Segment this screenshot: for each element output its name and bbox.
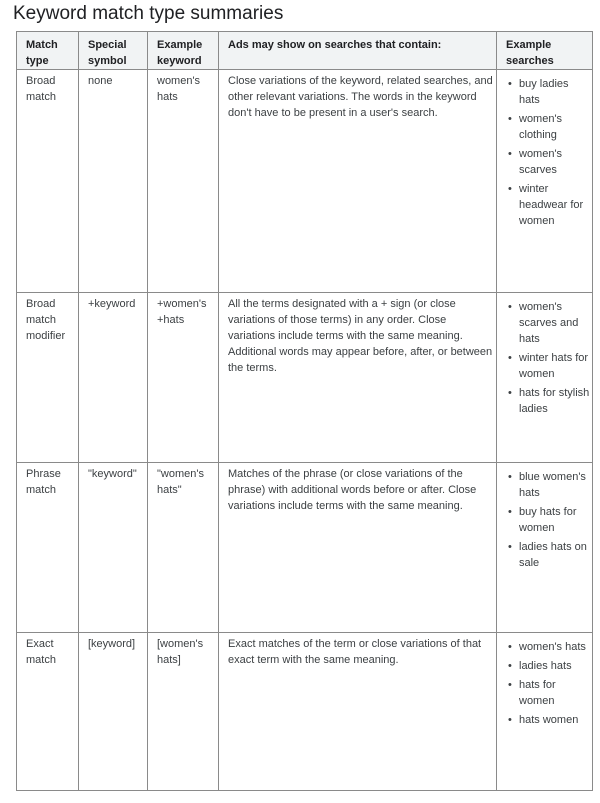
list-item: • ladies hats on sale bbox=[506, 539, 592, 571]
description-cell: Close variations of the keyword, related searches, and other relevant variations. The words in the keyword don't have to be present in a user's search. bbox=[219, 70, 497, 293]
page-title: Keyword match type summaries bbox=[13, 3, 284, 24]
header-ads-show: Ads may show on searches that contain: bbox=[219, 32, 497, 70]
searches-list bbox=[506, 636, 592, 728]
symbol-cell: +keyword bbox=[79, 293, 148, 463]
list-item: • winter headwear for women bbox=[506, 181, 592, 229]
description-cell: Exact matches of the term or close variations of that exact term with the same meaning. bbox=[219, 633, 497, 791]
header-example-searches: Example searches bbox=[497, 32, 593, 70]
keyword-cell: women's hats bbox=[148, 70, 219, 293]
list-item: • ladies hats bbox=[506, 658, 592, 674]
list-item: • women's scarves bbox=[506, 146, 592, 178]
keyword-cell: [women's hats] bbox=[148, 633, 219, 791]
list-item: • women's scarves and hats bbox=[506, 299, 592, 347]
header-match-type: Match type bbox=[17, 32, 79, 70]
list-item: • hats for stylish ladies bbox=[506, 385, 592, 417]
searches-cell bbox=[497, 70, 593, 293]
searches-list bbox=[506, 296, 592, 417]
table-row bbox=[17, 293, 593, 463]
match-type-cell: Broad match bbox=[17, 70, 79, 293]
symbol-cell: "keyword" bbox=[79, 463, 148, 633]
table-row bbox=[17, 633, 593, 791]
list-item: • hats women bbox=[506, 712, 592, 728]
table-row bbox=[17, 70, 593, 293]
table-header-row bbox=[17, 32, 593, 70]
list-item: • women's hats bbox=[506, 639, 592, 655]
searches-cell bbox=[497, 633, 593, 791]
keyword-cell: "women's hats" bbox=[148, 463, 219, 633]
searches-list bbox=[506, 466, 592, 571]
match-type-cell: Exact match bbox=[17, 633, 79, 791]
list-item: • buy hats for women bbox=[506, 504, 592, 536]
keyword-cell: +women's +hats bbox=[148, 293, 219, 463]
header-example-keyword: Example keyword bbox=[148, 32, 219, 70]
list-item: • winter hats for women bbox=[506, 350, 592, 382]
description-cell: All the terms designated with a + sign (or close variations of those terms) in any order. Close variations include terms with the same meaning. Additional words may appear before, after, or between the terms. bbox=[219, 293, 497, 463]
symbol-cell: none bbox=[79, 70, 148, 293]
symbol-cell: [keyword] bbox=[79, 633, 148, 791]
match-type-cell: Phrase match bbox=[17, 463, 79, 633]
list-item: • buy ladies hats bbox=[506, 76, 592, 108]
list-item: • blue women's hats bbox=[506, 469, 592, 501]
searches-list bbox=[506, 73, 592, 229]
match-type-table bbox=[16, 31, 593, 791]
list-item: • women's clothing bbox=[506, 111, 592, 143]
table-row bbox=[17, 463, 593, 633]
description-cell: Matches of the phrase (or close variations of the phrase) with additional words before or after. Close variations include terms with the same meaning. bbox=[219, 463, 497, 633]
list-item: • hats for women bbox=[506, 677, 592, 709]
match-type-cell: Broad match modifier bbox=[17, 293, 79, 463]
searches-cell bbox=[497, 463, 593, 633]
searches-cell bbox=[497, 293, 593, 463]
header-special-symbol: Special symbol bbox=[79, 32, 148, 70]
